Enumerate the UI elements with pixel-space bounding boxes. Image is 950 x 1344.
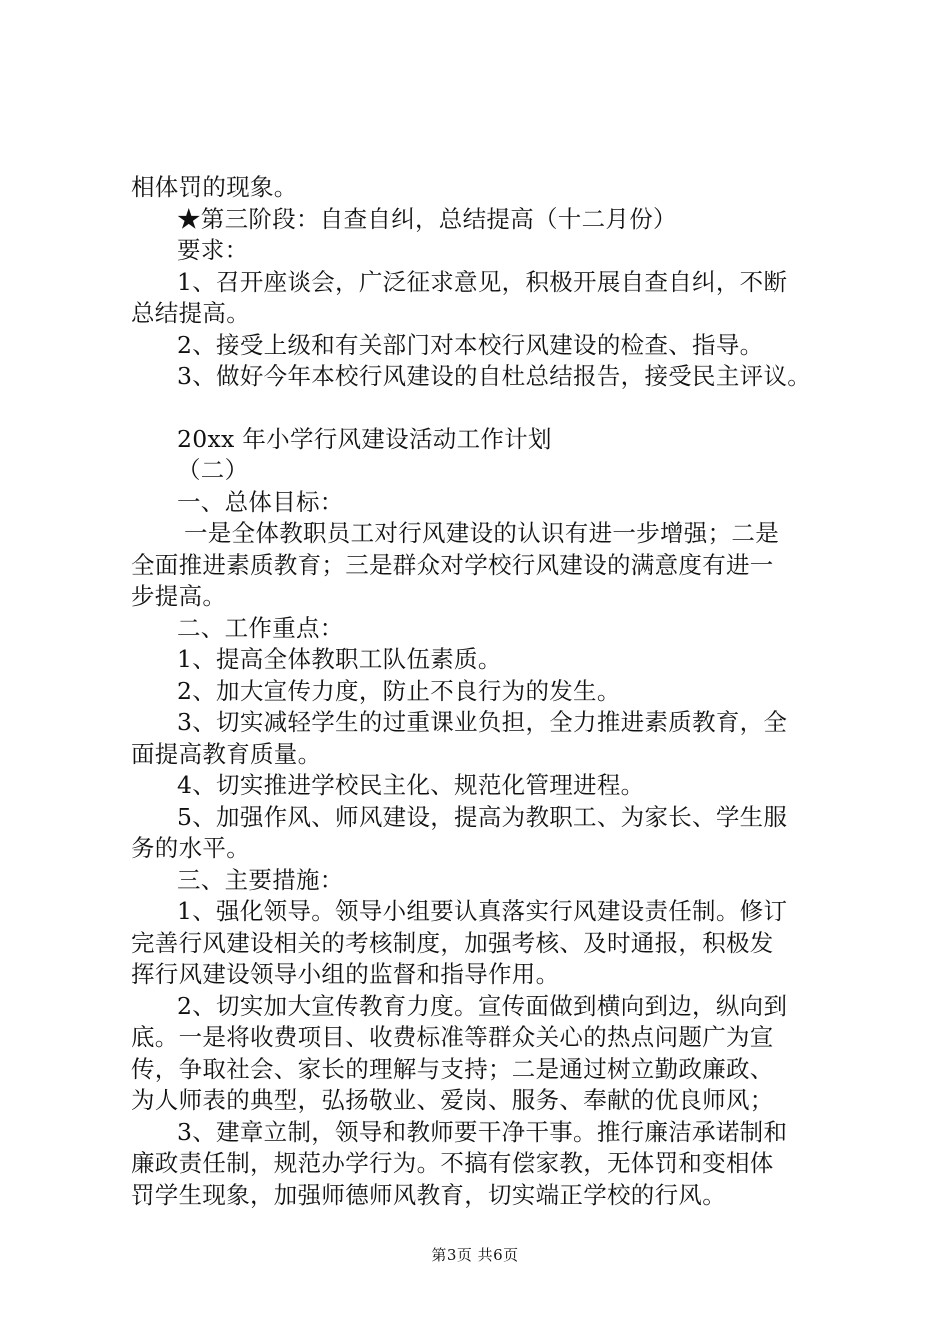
paragraph-line: 1、召开座谈会，广泛征求意见，积极开展自查自纠，不断 xyxy=(177,267,788,296)
paragraph-line: 步提高。 xyxy=(131,582,227,610)
paragraph-line: 底。一是将收费项目、收费标准等群众关心的热点问题广为宣 xyxy=(131,1023,774,1051)
paragraph-line: 2、切实加大宣传教育力度。宣传面做到横向到边，纵向到 xyxy=(177,991,788,1020)
paragraph-line: 1、提高全体教职工队伍素质。 xyxy=(177,645,502,673)
stage-three-heading: ★第三阶段：自查自纠，总结提高（十二月份） xyxy=(177,204,677,233)
paragraph-line: 3、建章立制，领导和教师要干净干事。推行廉洁承诺制和 xyxy=(177,1117,788,1146)
paragraph-line: 一是全体教职员工对行风建设的认识有进一步增强；二是 xyxy=(184,519,779,547)
paragraph-line: 完善行风建设相关的考核制度，加强考核、及时通报，积极发 xyxy=(131,928,774,957)
paragraph-line: 务的水平。 xyxy=(131,834,250,862)
paragraph-line: 2、加大宣传力度，防止不良行为的发生。 xyxy=(177,676,621,705)
paragraph-line: 全面推进素质教育；三是群众对学校行风建设的满意度有进一 xyxy=(131,550,774,579)
paragraph-line: 4、切实推进学校民主化、规范化管理进程。 xyxy=(177,771,645,799)
section-heading: 二、工作重点： xyxy=(177,613,344,642)
paragraph-gap xyxy=(131,393,831,424)
paragraph-line: 面提高教育质量。 xyxy=(131,739,322,768)
paragraph-line: 廉政责任制，规范办学行为。不搞有偿家教，无体罚和变相体 xyxy=(131,1149,774,1177)
paragraph-line: 5、加强作风、师风建设，提高为教职工、为家长、学生服 xyxy=(177,802,788,831)
page-number-footer: 第3页 共6页 xyxy=(431,1246,519,1264)
plan-subtitle: （二） xyxy=(177,456,249,484)
paragraph-line: 相体罚的现象。 xyxy=(131,173,298,201)
document-body xyxy=(131,172,831,1211)
paragraph-line: 3、做好今年本校行风建设的自杜总结报告，接受民主评议。 xyxy=(177,362,812,390)
requirements-label: 要求： xyxy=(177,236,249,264)
paragraph-line: 总结提高。 xyxy=(131,299,250,327)
paragraph-line: 罚学生现象，加强师德师风教育，切实端正学校的行风。 xyxy=(131,1180,726,1209)
paragraph-line: 1、强化领导。领导小组要认真落实行风建设责任制。修订 xyxy=(177,897,788,925)
section-heading: 一、总体目标： xyxy=(177,487,344,516)
paragraph-line: 3、切实减轻学生的过重课业负担，全力推进素质教育，全 xyxy=(177,708,788,736)
paragraph-line: 为人师表的典型，弘扬敬业、爱岗、服务、奉献的优良师风； xyxy=(131,1086,774,1114)
plan-title: 20xx 年小学行风建设活动工作计划 xyxy=(177,424,552,453)
paragraph-line: 传，争取社会、家长的理解与支持；二是通过树立勤政廉政、 xyxy=(131,1054,774,1083)
section-heading: 三、主要措施： xyxy=(177,865,344,894)
paragraph-line: 2、接受上级和有关部门对本校行风建设的检查、指导。 xyxy=(177,330,764,359)
paragraph-line: 挥行风建设领导小组的监督和指导作用。 xyxy=(131,960,560,988)
